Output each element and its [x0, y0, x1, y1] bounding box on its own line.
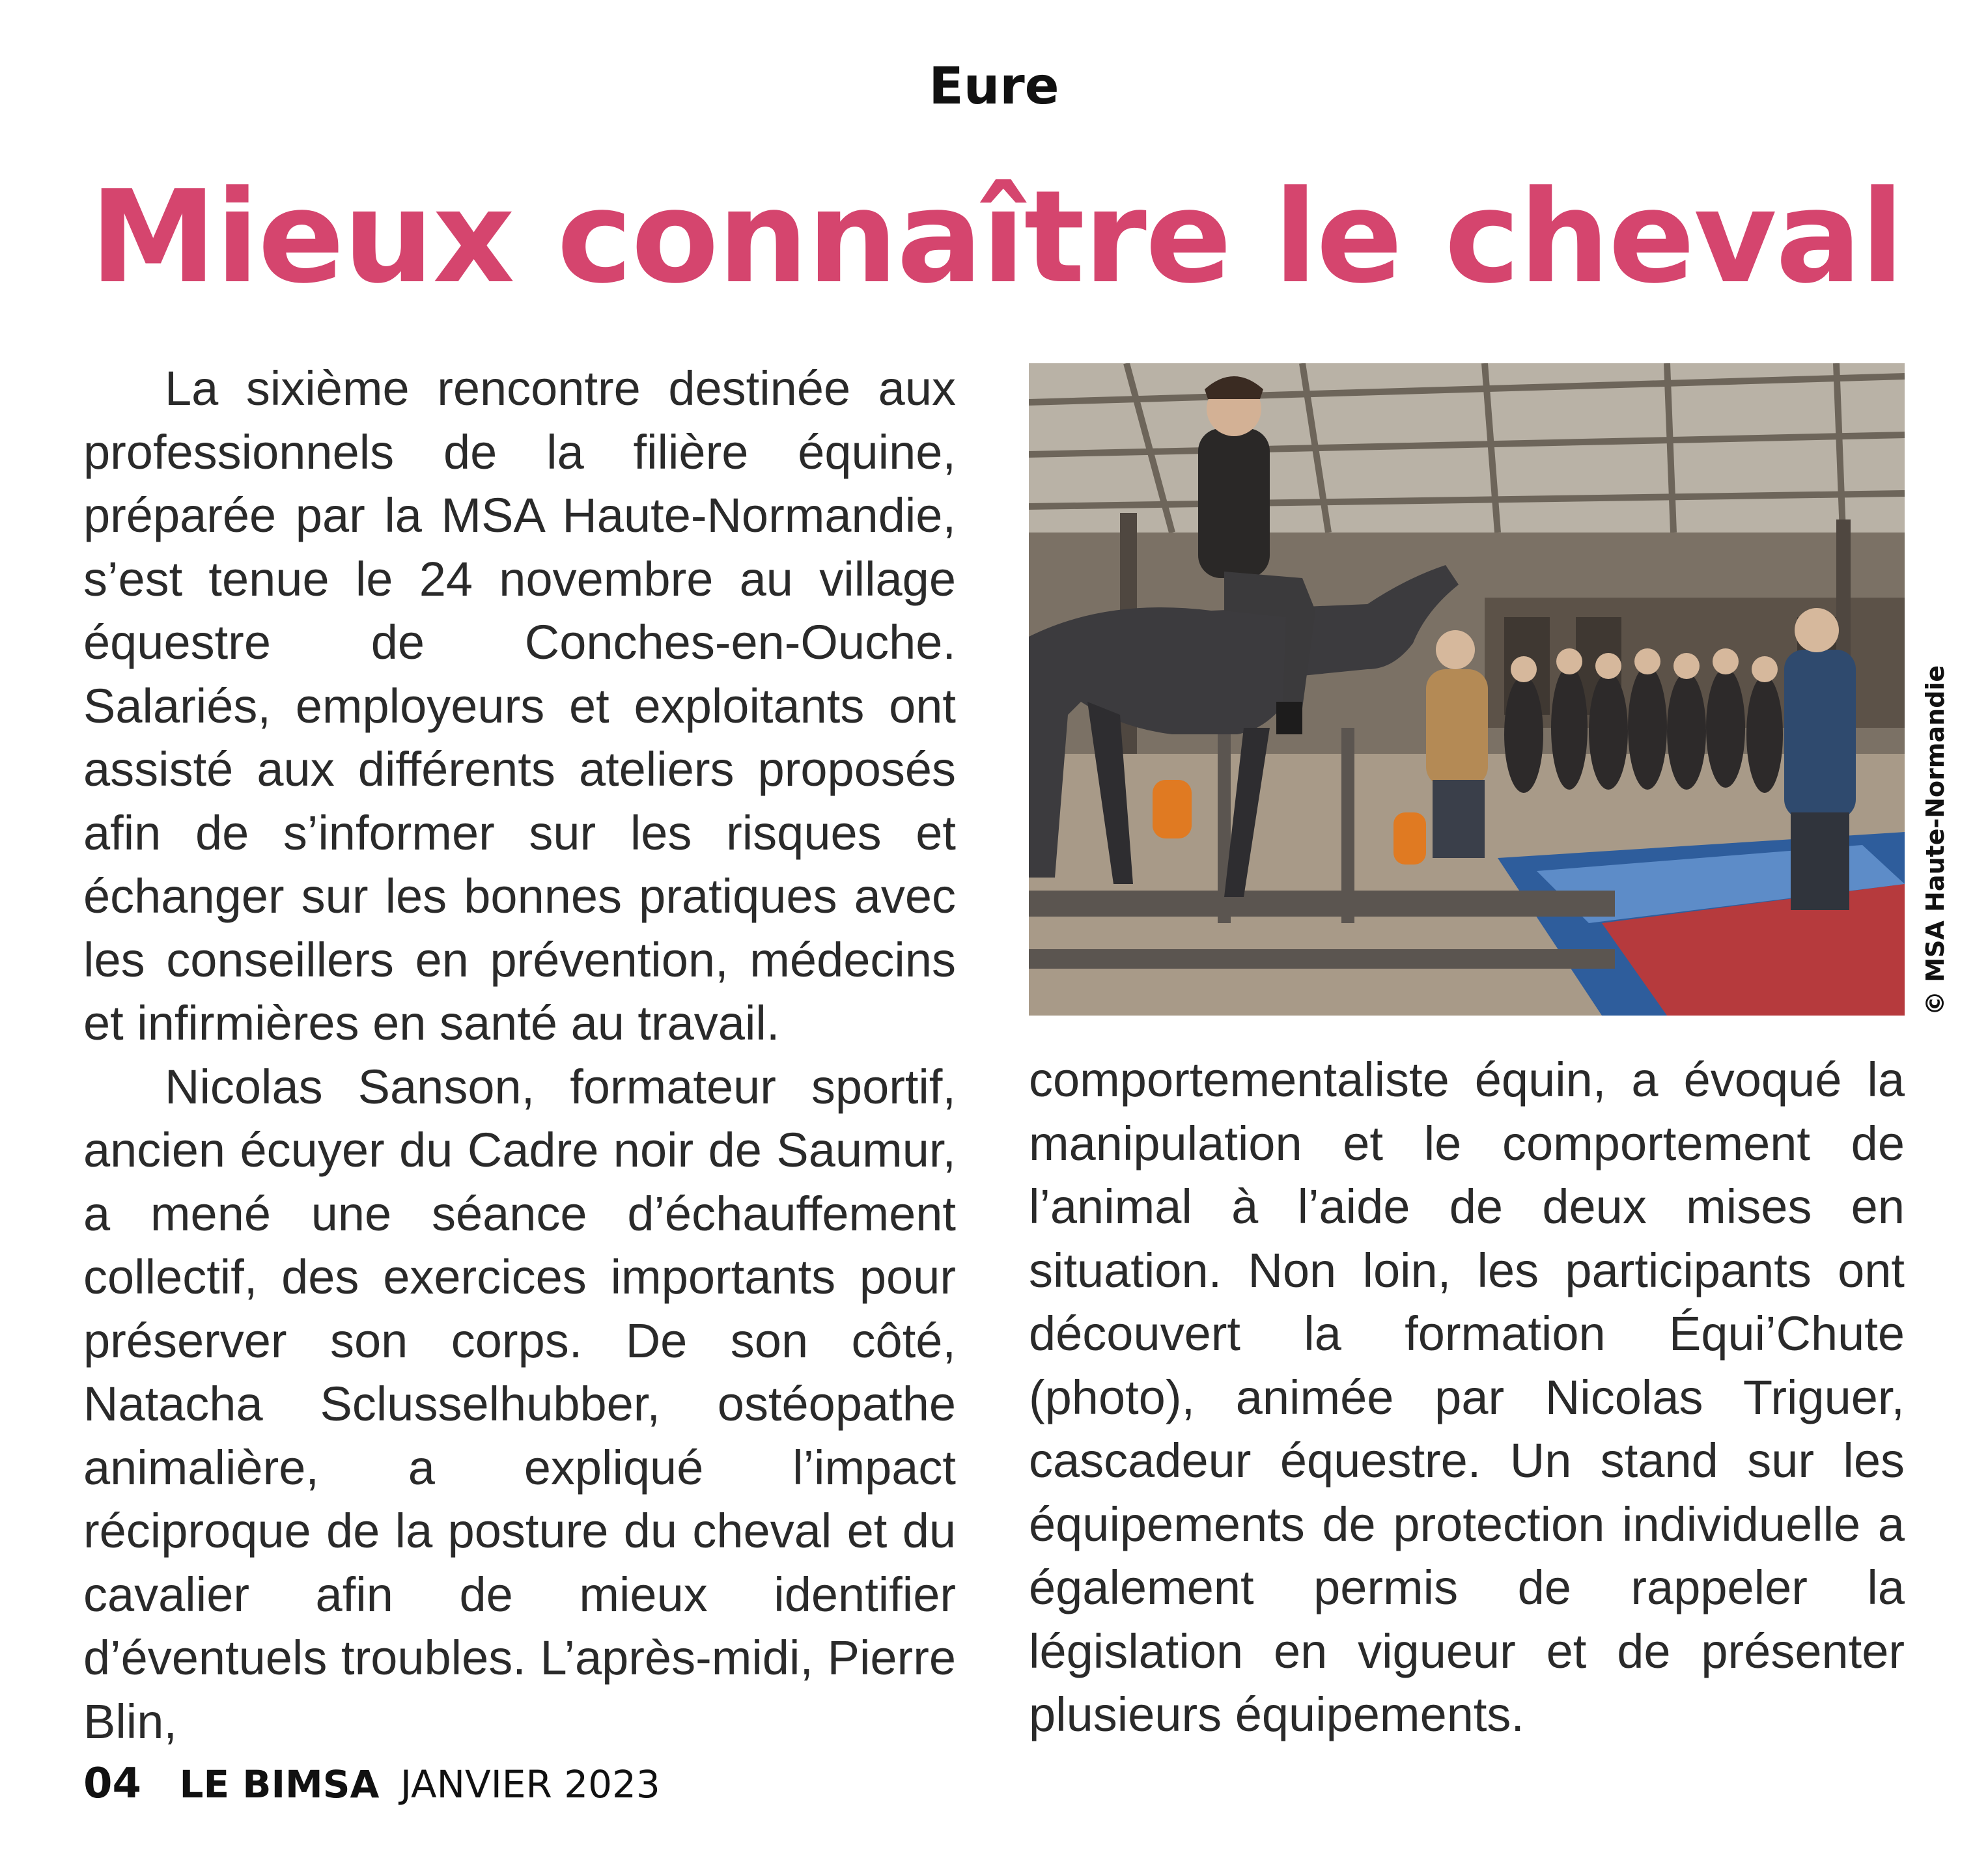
equichute-training-photo — [1029, 363, 1905, 1016]
publication-name: LE BIMSA — [179, 1762, 380, 1807]
section-kicker: Eure — [929, 57, 1059, 116]
body-column-left — [83, 357, 956, 1753]
issue-date: JANVIER 2023 — [400, 1762, 660, 1807]
page-number: 04 — [83, 1760, 142, 1808]
body-column-right — [1029, 1048, 1905, 1747]
page-footer — [83, 1758, 660, 1810]
article-headline: Mieux connaître le cheval — [89, 163, 1903, 312]
article-photo — [1029, 363, 1905, 1016]
photo-credit-text: © MSA Haute-Normandie — [1921, 665, 1950, 1016]
paragraph-2-continued: comportementaliste équin, a évoqué la manipulation et le comportement de l’animal à l’aide de deux mises en situation. Non loin, les participants ont découvert la formation Équi’Chute (photo), animée par Nicolas Triguer, cascadeur équestre. Un stand sur les équipements de protection individuelle a également permis de rappeler la législation en vigueur et de présenter plusieurs équipements. — [1029, 1053, 1905, 1741]
paragraph-1: La sixième rencontre destinée aux professionnels de la filière équine, préparée par la MSA Haute-Normandie, s’est tenue le 24 novembre au village équestre de Conches-en-Ouche. Salariés, employeurs et exploitants ont assisté aux différents ateliers proposés afin de s’informer sur les risques et échanger sur les bonnes pratiques avec les conseillers en prévention, médecins et infirmières en santé au travail. — [83, 361, 956, 1050]
paragraph-2: Nicolas Sanson, formateur sportif, ancien écuyer du Cadre noir de Saumur, a mené une séance d’échauffement collectif, des exercices importants pour préserver son corps. De son côté, Natacha Sclusselhubber, ostéopathe animalière, a expliqué l’impact réciproque de la posture du cheval et du cavalier afin de mieux identifier d’éventuels troubles. L’après-midi, Pierre Blin, — [83, 1059, 956, 1749]
